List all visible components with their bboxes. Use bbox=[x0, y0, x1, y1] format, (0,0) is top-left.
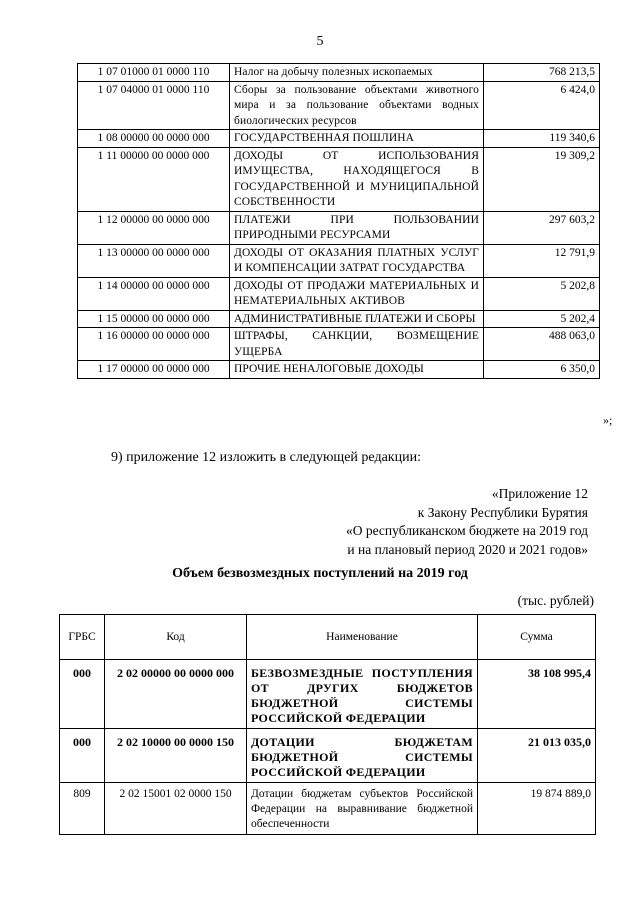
grants-table bbox=[59, 614, 596, 835]
row-name: ДОХОДЫ ОТ ИСПОЛЬЗОВАНИЯ ИМУЩЕСТВА, НАХОДЯЩЕГОСЯ В ГОСУДАРСТВЕННОЙ И МУНИЦИПАЛЬНОЙ СОБСТВЕННОСТИ bbox=[230, 147, 484, 211]
row-name: ШТРАФЫ, САНКЦИИ, ВОЗМЕЩЕНИЕ УЩЕРБА bbox=[230, 328, 484, 361]
revenue-table bbox=[77, 63, 600, 379]
row-name: Дотации бюджетам субъектов Российской Федерации на выравнивание бюджетной обеспеченности bbox=[247, 783, 478, 835]
table-row bbox=[78, 64, 600, 82]
row-sum: 5 202,8 bbox=[484, 277, 600, 310]
row-code: 1 14 00000 00 0000 000 bbox=[78, 277, 230, 310]
row-name: ПРОЧИЕ НЕНАЛОГОВЫЕ ДОХОДЫ bbox=[230, 361, 484, 379]
row-code: 2 02 00000 00 0000 000 bbox=[105, 660, 247, 729]
grants-table-body bbox=[60, 660, 596, 835]
page-number: 5 bbox=[316, 34, 324, 49]
row-code: 1 16 00000 00 0000 000 bbox=[78, 328, 230, 361]
row-code: 1 13 00000 00 0000 000 bbox=[78, 244, 230, 277]
header-row bbox=[60, 615, 596, 660]
table-row bbox=[60, 660, 596, 729]
amendment-paragraph: 9) приложение 12 изложить в следующей редакции: bbox=[111, 450, 421, 465]
revenue-table-body bbox=[78, 64, 600, 379]
table-row bbox=[78, 328, 600, 361]
table-row bbox=[60, 783, 596, 835]
table-row bbox=[78, 244, 600, 277]
row-sum: 12 791,9 bbox=[484, 244, 600, 277]
appendix-line: «О республиканском бюджете на 2019 год bbox=[345, 523, 588, 538]
table-row bbox=[78, 211, 600, 244]
table-row bbox=[78, 81, 600, 130]
row-name: ДОТАЦИИ БЮДЖЕТАМ БЮДЖЕТНОЙ СИСТЕМЫ РОССИЙСКОЙ ФЕДЕРАЦИИ bbox=[247, 729, 478, 783]
table-row bbox=[78, 361, 600, 379]
row-sum: 38 108 995,4 bbox=[478, 660, 596, 729]
row-grbs: 000 bbox=[60, 660, 105, 729]
table-row bbox=[60, 729, 596, 783]
row-code: 1 08 00000 00 0000 000 bbox=[78, 130, 230, 148]
row-sum: 6 424,0 bbox=[484, 81, 600, 130]
row-sum: 768 213,5 bbox=[484, 64, 600, 82]
row-code: 1 07 01000 01 0000 110 bbox=[78, 64, 230, 82]
closing-quote-mark: »; bbox=[603, 413, 613, 427]
header-code: Код bbox=[105, 615, 247, 660]
table-row bbox=[78, 130, 600, 148]
row-code: 2 02 10000 00 0000 150 bbox=[105, 729, 247, 783]
row-code: 1 07 04000 01 0000 110 bbox=[78, 81, 230, 130]
row-sum: 297 603,2 bbox=[484, 211, 600, 244]
row-code: 2 02 15001 02 0000 150 bbox=[105, 783, 247, 835]
row-sum: 19 874 889,0 bbox=[478, 783, 596, 835]
row-name: ДОХОДЫ ОТ ПРОДАЖИ МАТЕРИАЛЬНЫХ И НЕМАТЕРИАЛЬНЫХ АКТИВОВ bbox=[230, 277, 484, 310]
grants-table-header bbox=[60, 615, 596, 660]
appendix-header bbox=[346, 485, 588, 559]
header-name: Наименование bbox=[247, 615, 478, 660]
appendix-line: «Приложение 12 bbox=[491, 486, 588, 501]
header-grbs: ГРБС bbox=[60, 615, 105, 660]
table-row bbox=[78, 277, 600, 310]
row-sum: 21 013 035,0 bbox=[478, 729, 596, 783]
table-row bbox=[78, 310, 600, 328]
row-name: ПЛАТЕЖИ ПРИ ПОЛЬЗОВАНИИ ПРИРОДНЫМИ РЕСУРСАМИ bbox=[230, 211, 484, 244]
row-name: Налог на добычу полезных ископаемых bbox=[230, 64, 484, 82]
row-code: 1 17 00000 00 0000 000 bbox=[78, 361, 230, 379]
row-sum: 19 309,2 bbox=[484, 147, 600, 211]
appendix-line: к Закону Республики Бурятия bbox=[417, 504, 588, 520]
row-code: 1 15 00000 00 0000 000 bbox=[78, 310, 230, 328]
row-name: БЕЗВОЗМЕЗДНЫЕ ПОСТУПЛЕНИЯ ОТ ДРУГИХ БЮДЖЕТОВ БЮДЖЕТНОЙ СИСТЕМЫ РОССИЙСКОЙ ФЕДЕРАЦИИ bbox=[247, 660, 478, 729]
document-title: Объем безвозмездных поступлений на 2019 год bbox=[172, 566, 468, 581]
units-label: (тыс. рублей) bbox=[517, 593, 594, 608]
row-grbs: 000 bbox=[60, 729, 105, 783]
row-name: Сборы за пользование объектами животного мира и за пользование объектами водных биологических ресурсов bbox=[230, 81, 484, 130]
header-sum: Сумма bbox=[478, 615, 596, 660]
appendix-line: и на плановый период 2020 и 2021 годов» bbox=[347, 541, 588, 557]
row-name: ГОСУДАРСТВЕННАЯ ПОШЛИНА bbox=[230, 130, 484, 148]
row-sum: 488 063,0 bbox=[484, 328, 600, 361]
row-sum: 119 340,6 bbox=[484, 130, 600, 148]
table-row bbox=[78, 147, 600, 211]
row-code: 1 11 00000 00 0000 000 bbox=[78, 147, 230, 211]
row-name: ДОХОДЫ ОТ ОКАЗАНИЯ ПЛАТНЫХ УСЛУГ И КОМПЕНСАЦИИ ЗАТРАТ ГОСУДАРСТВА bbox=[230, 244, 484, 277]
row-grbs: 809 bbox=[60, 783, 105, 835]
row-sum: 5 202,4 bbox=[484, 310, 600, 328]
row-sum: 6 350,0 bbox=[484, 361, 600, 379]
row-code: 1 12 00000 00 0000 000 bbox=[78, 211, 230, 244]
row-name: АДМИНИСТРАТИВНЫЕ ПЛАТЕЖИ И СБОРЫ bbox=[230, 310, 484, 328]
